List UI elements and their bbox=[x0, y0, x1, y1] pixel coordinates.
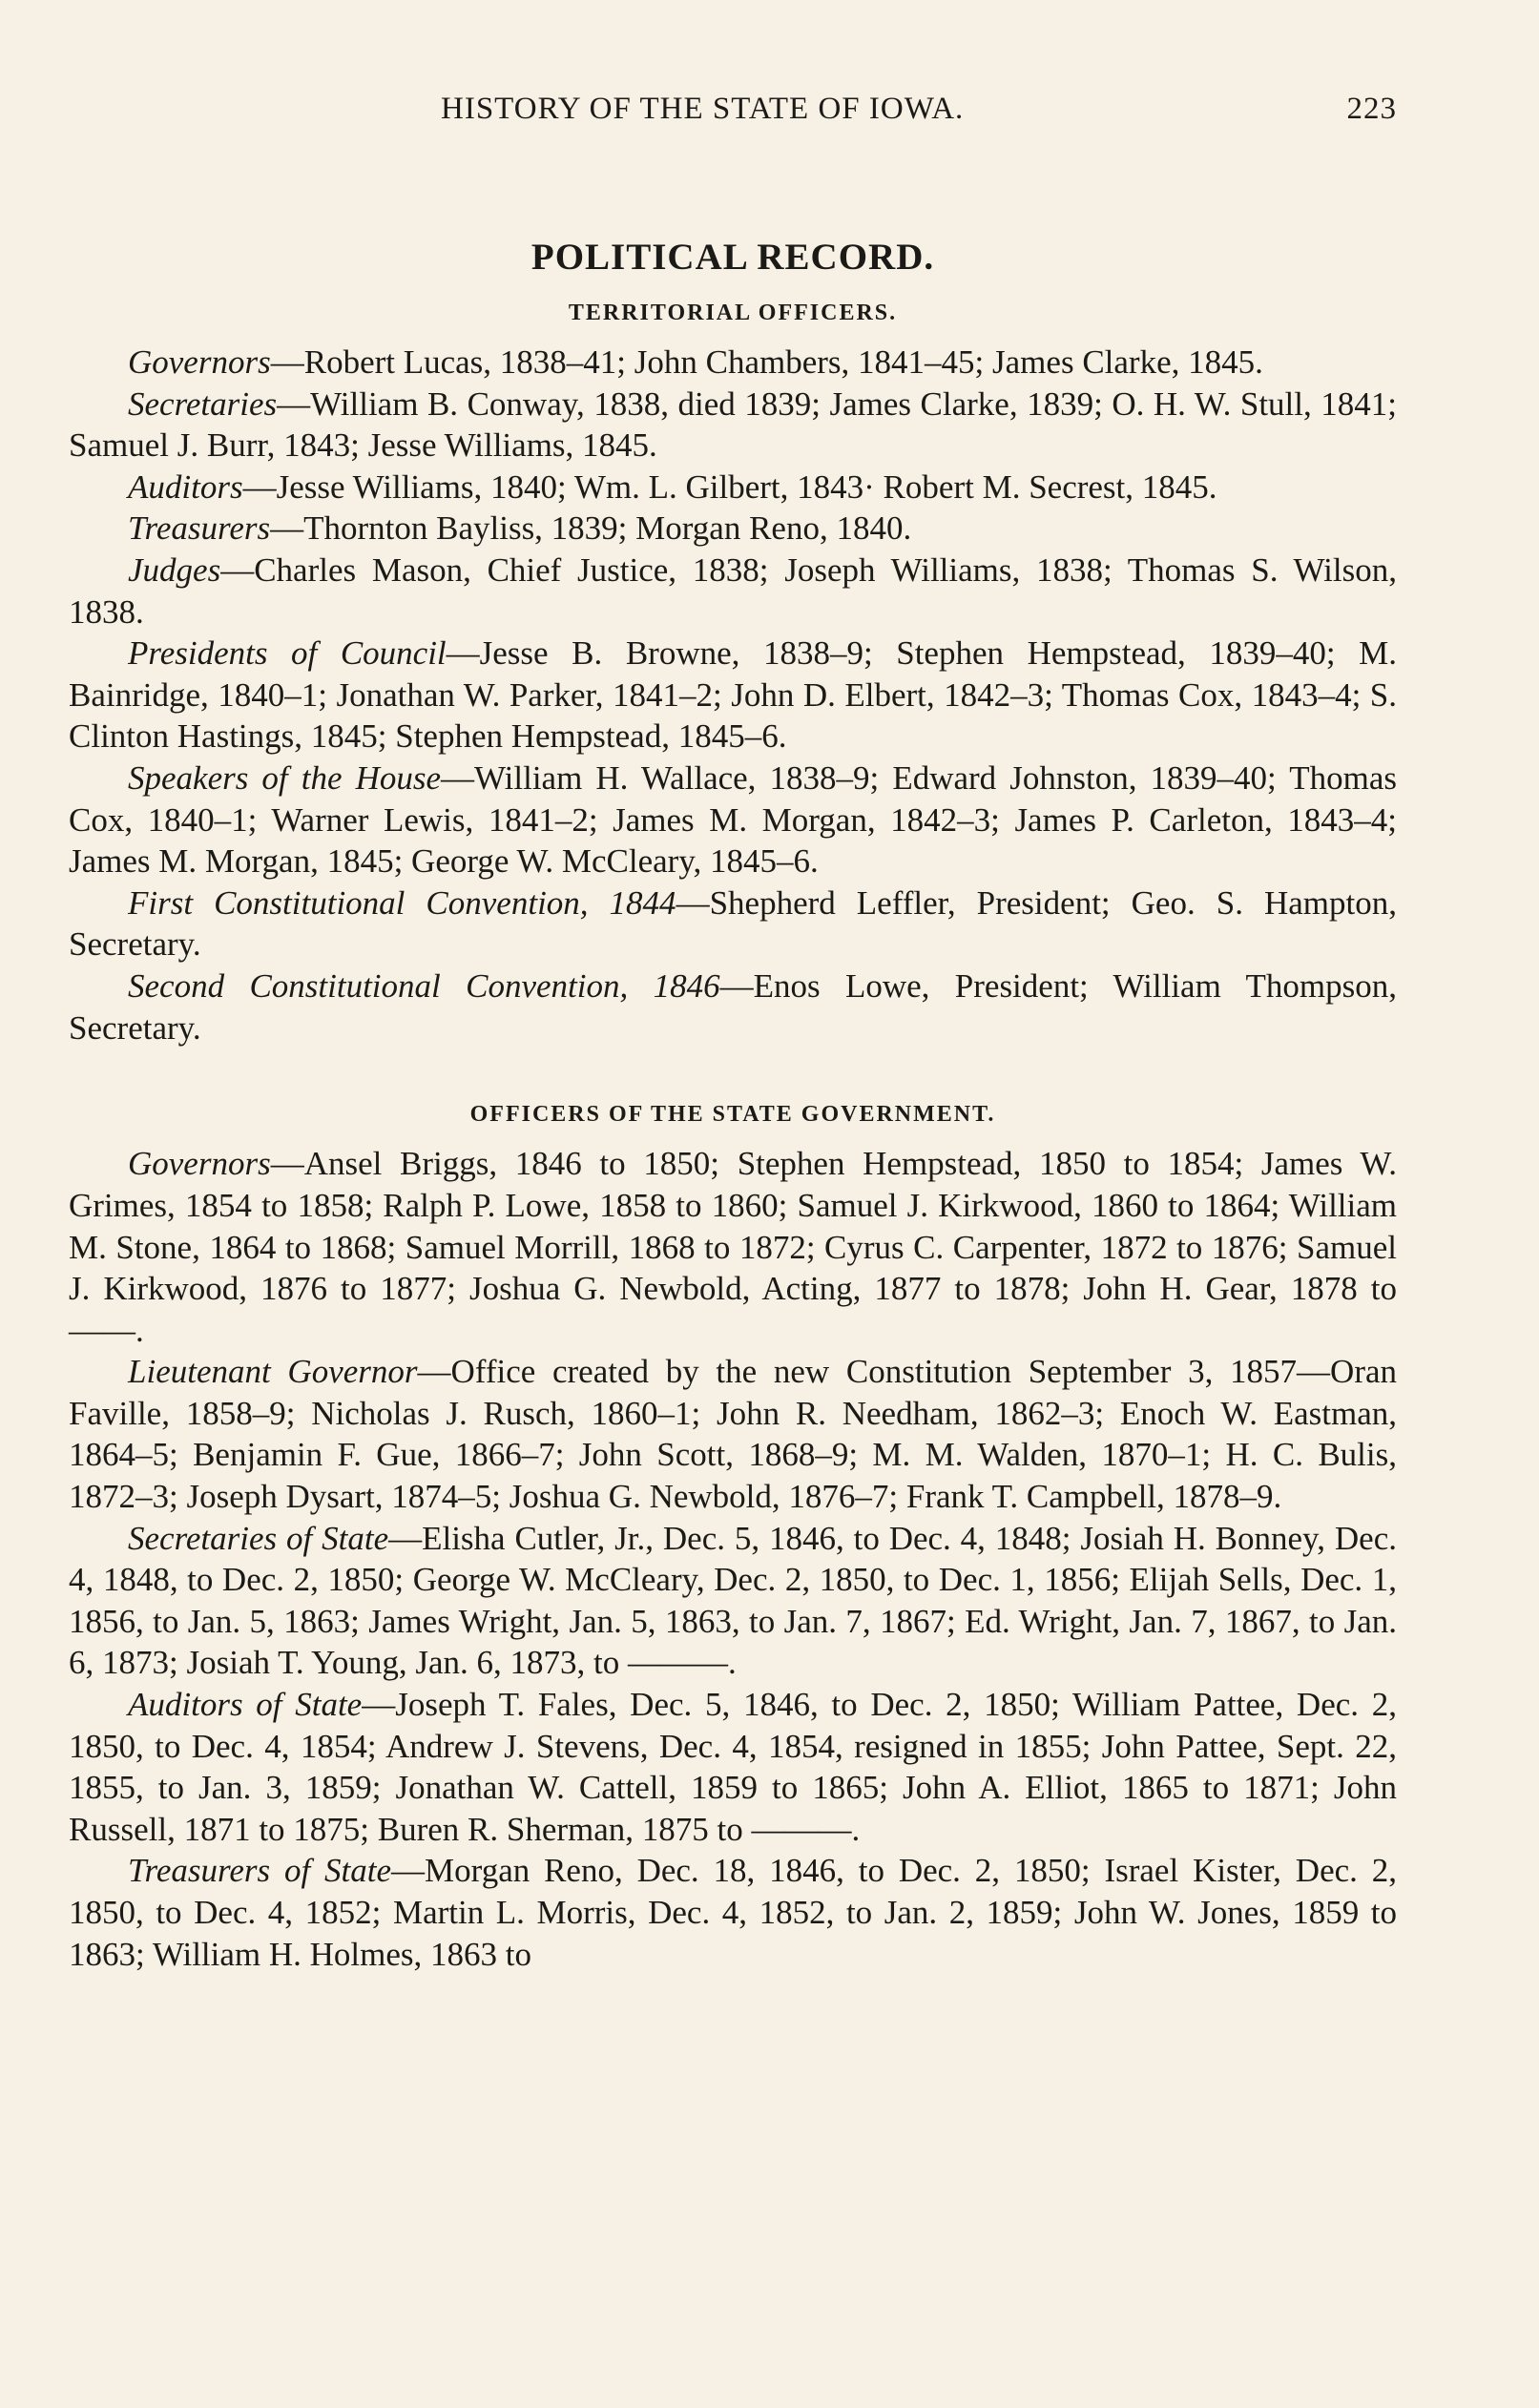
entry-label: Secretaries of State bbox=[128, 1519, 389, 1557]
entry-text: —Jesse B. Browne, 1838–9; Stephen Hempstead, 1839–40; M. Bainridge, 1840–1; Jonathan W. Parker, 1841–2; John D. Elbert, 1842–3; Thomas Cox, 1843–4; S. Clinton Hastings, 1845; Stephen Hempstead, 1845–6. bbox=[69, 634, 1397, 756]
entry-text: —William H. Wallace, 1838–9; Edward Johnston, 1839–40; Thomas Cox, 1840–1; Warner Lewis, 1841–2; James M. Morgan, 1842–3; James P. Carleton, 1843–4; James M. Morgan, 1845; George W. McCleary, 1845–6. bbox=[69, 758, 1397, 881]
territorial-officers-section bbox=[69, 299, 1397, 1048]
entry-label: Presidents of Council bbox=[128, 634, 447, 673]
entry-label: Second Constitutional Convention, 1846 bbox=[128, 966, 720, 1005]
book-page bbox=[69, 92, 1397, 1975]
entry-label: First Constitutional Convention, 1844 bbox=[128, 883, 676, 922]
entry-territorial-treasurers bbox=[69, 508, 1397, 550]
entry-territorial-governors bbox=[69, 342, 1397, 384]
entry-lieutenant-governor bbox=[69, 1351, 1397, 1517]
entry-label: Auditors of State bbox=[128, 1686, 363, 1724]
entry-territorial-judges bbox=[69, 550, 1397, 633]
entry-territorial-auditors bbox=[69, 467, 1397, 509]
entry-label: Lieutenant Governor bbox=[128, 1353, 418, 1391]
entry-text: —Ansel Briggs, 1846 to 1850; Stephen Hempstead, 1850 to 1854; James W. Grimes, 1854 to 1858; Ralph P. Lowe, 1858 to 1860; Samuel J. Kirkwood, 1860 to 1864; William M. Stone, 1864 to 1868; Samuel Morrill, 1868 to 1872; Cyrus C. Carpenter, 1872 to 1876; Samuel J. Kirkwood, 1876 to 1877; Joshua G. Newbold, Acting, 1877 to 1878; John H. Gear, 1878 to ——. bbox=[69, 1145, 1397, 1349]
entry-text: —Robert Lucas, 1838–41; John Chambers, 1841–45; James Clarke, 1845. bbox=[270, 343, 1263, 382]
entry-text: —Thornton Bayliss, 1839; Morgan Reno, 1840. bbox=[270, 509, 912, 548]
running-title: HISTORY OF THE STATE OF IOWA. bbox=[441, 92, 965, 126]
entry-territorial-secretaries bbox=[69, 384, 1397, 467]
entry-first-constitutional-convention bbox=[69, 882, 1397, 965]
entry-state-governors bbox=[69, 1143, 1397, 1351]
entry-second-constitutional-convention bbox=[69, 965, 1397, 1048]
entry-text: —Morgan Reno, Dec. 18, 1846, to Dec. 2, 1850; Israel Kister, Dec. 2, 1850, to Dec. 4, 1852; Martin L. Morris, Dec. 4, 1852, to Jan. 2, 1859; John W. Jones, 1859 to 1863; William H. Holmes, 1863 to bbox=[69, 1852, 1397, 1973]
page-number: 223 bbox=[1346, 92, 1397, 126]
state-government-section bbox=[69, 1100, 1397, 1975]
page-title: POLITICAL RECORD. bbox=[530, 237, 935, 278]
entry-label: Treasurers of State bbox=[128, 1852, 392, 1890]
entry-text: —Jesse Williams, 1840; Wm. L. Gilbert, 1843· Robert M. Secrest, 1845. bbox=[242, 467, 1217, 506]
entry-label: Speakers of the House bbox=[128, 758, 442, 797]
entry-secretaries-of-state bbox=[69, 1518, 1397, 1684]
entry-presidents-of-council bbox=[69, 633, 1397, 758]
entry-text: —Elisha Cutler, Jr., Dec. 5, 1846, to Dec. 4, 1848; Josiah H. Bonney, Dec. 4, 1848, to Dec. 2, 1850; George W. McCleary, Dec. 2, 1850, to Dec. 1, 1856; Elijah Sells, Dec. 1, 1856, to Jan. 5, 1863; James Wright, Jan. 5, 1863, to Jan. 7, 1867; Ed. Wright, Jan. 7, 1867, to Jan. 6, 1873; Josiah T. Young, Jan. 6, 1873, to ———. bbox=[69, 1519, 1397, 1682]
entry-label: Governors bbox=[128, 1145, 271, 1183]
section-heading-territorial: TERRITORIAL OFFICERS. bbox=[568, 300, 898, 325]
entry-text: —William B. Conway, 1838, died 1839; James Clarke, 1839; O. H. W. Stull, 1841; Samuel J. Burr, 1843; Jesse Williams, 1845. bbox=[69, 384, 1397, 465]
entry-label: Auditors bbox=[128, 467, 243, 506]
entry-treasurers-of-state bbox=[69, 1850, 1397, 1975]
entry-label: Secretaries bbox=[128, 384, 278, 423]
entry-text: —Enos Lowe, President; William Thompson, Secretary. bbox=[69, 966, 1398, 1047]
running-head bbox=[69, 92, 1397, 143]
entry-label: Treasurers bbox=[128, 509, 271, 548]
entry-label: Judges bbox=[128, 551, 221, 589]
entry-text: —Charles Mason, Chief Justice, 1838; Joseph Williams, 1838; Thomas S. Wilson, 1838. bbox=[69, 551, 1397, 631]
entry-auditors-of-state bbox=[69, 1684, 1397, 1850]
section-heading-state-government: OFFICERS OF THE STATE GOVERNMENT. bbox=[469, 1102, 996, 1128]
entry-label: Governors bbox=[128, 343, 271, 382]
entry-text: —Joseph T. Fales, Dec. 5, 1846, to Dec. 2, 1850; William Pattee, Dec. 2, 1850, to Dec. 4, 1854; Andrew J. Stevens, Dec. 4, 1854, resigned in 1855; John Pattee, Sept. 22, 1855, to Jan. 3, 1859; Jonathan W. Cattell, 1859 to 1865; John A. Elliot, 1865 to 1871; John Russell, 1871 to 1875; Buren R. Sherman, 1875 to ———. bbox=[69, 1686, 1397, 1848]
entry-text: —Shepherd Leffler, President; Geo. S. Hampton, Secretary. bbox=[69, 883, 1397, 964]
entry-speakers-of-the-house bbox=[69, 758, 1397, 882]
entry-text: —Office created by the new Constitution September 3, 1857—Oran Faville, 1858–9; Nicholas J. Rusch, 1860–1; John R. Needham, 1862–3; Enoch W. Eastman, 1864–5; Benjamin F. Gue, 1866–7; John Scott, 1868–9; M. M. Walden, 1870–1; H. C. Bulis, 1872–3; Joseph Dysart, 1874–5; Joshua G. Newbold, 1876–7; Frank T. Campbell, 1878–9. bbox=[69, 1353, 1398, 1516]
